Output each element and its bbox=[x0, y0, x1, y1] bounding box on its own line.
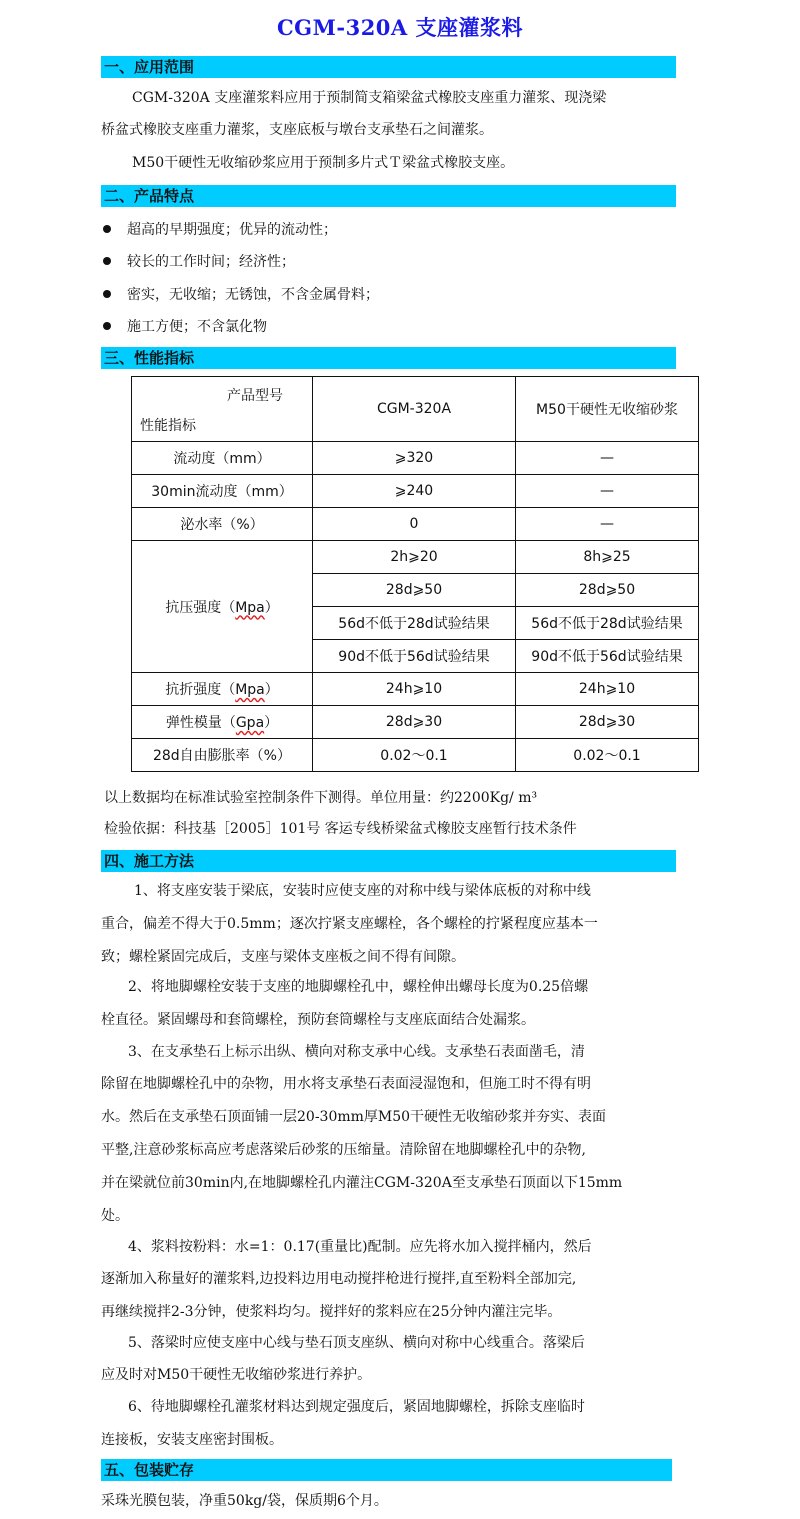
header-model-label: 产品型号 bbox=[227, 388, 283, 404]
header-col-a: CGM-320A bbox=[313, 377, 516, 442]
note-standard: 检验依据：科技基［2005］101号 客运专线桥梁盆式橡胶支座暂行技术条件 bbox=[104, 821, 577, 837]
cell-a: ⩾240 bbox=[313, 475, 516, 508]
method-step-5-cont: 应及时对M50干硬性无收缩砂浆进行养护。 bbox=[101, 1367, 372, 1383]
section-header-packaging: 五、包装贮存 bbox=[101, 1459, 672, 1481]
method-step-3-cont: 除留在地脚螺栓孔中的杂物，用水将支承垫石表面浸湿饱和，但施工时不得有明 水。然后在支承垫石顶面铺一层20-30mm厚M50干硬性无收缩砂浆并夯实、表面 平整,注意砂浆标高应考虑落梁后砂浆的压缩量。清除留在地脚螺栓孔中的杂物, 并在梁就位前30min内,在地脚螺栓孔内灌注CGM-320A至支承垫石顶面以下15mm 处。 bbox=[101, 1076, 623, 1224]
cell-b: — bbox=[516, 508, 699, 541]
row-label-compressive: 抗压强度（Mpa） bbox=[132, 541, 313, 673]
feature-item: 密实，无收缩；无锈蚀，不含金属骨料； bbox=[103, 284, 379, 306]
cell-b: 90d不低于56d试验结果 bbox=[516, 640, 699, 673]
bullet-icon bbox=[103, 225, 111, 233]
header-col-b: M50干硬性无收缩砂浆 bbox=[516, 377, 699, 442]
page-title: CGM-320A 支座灌浆料 bbox=[276, 15, 524, 40]
feature-item: 较长的工作时间；经济性； bbox=[103, 251, 295, 273]
row-label-flexural: 抗折强度（Mpa） bbox=[132, 673, 313, 706]
table-row bbox=[132, 673, 699, 706]
cell-b: 56d不低于28d试验结果 bbox=[516, 607, 699, 640]
performance-table bbox=[131, 376, 699, 772]
table-row bbox=[132, 475, 699, 508]
section-header-method: 四、施工方法 bbox=[101, 850, 676, 872]
table-header-corner bbox=[132, 377, 313, 442]
text-line: 桥盆式橡胶支座重力灌浆，支座底板与墩台支承垫石之间灌浆。 bbox=[101, 122, 493, 138]
text-line: M50干硬性无收缩砂浆应用于预制多片式Ｔ梁盆式橡胶支座。 bbox=[132, 155, 515, 171]
method-step-4: 4、浆料按粉料：水=1：0.17(重量比)配制。应先将水加入搅拌桶内，然后 bbox=[128, 1239, 592, 1255]
row-label: 28d自由膨胀率（%） bbox=[132, 739, 313, 772]
cell-a: 0 bbox=[313, 508, 516, 541]
bullet-icon bbox=[103, 257, 111, 265]
cell-b: 28d⩾50 bbox=[516, 574, 699, 607]
row-label-elastic: 弹性模量（Gpa） bbox=[132, 706, 313, 739]
text-line: CGM-320A 支座灌浆料应用于预制简支箱梁盆式橡胶支座重力灌浆、现浇梁 bbox=[132, 90, 607, 106]
cell-a: 56d不低于28d试验结果 bbox=[313, 607, 516, 640]
cell-a: 90d不低于56d试验结果 bbox=[313, 640, 516, 673]
section-header-application: 一、应用范围 bbox=[101, 56, 676, 78]
cell-b: — bbox=[516, 475, 699, 508]
method-step-6-cont: 连接板，安装支座密封围板。 bbox=[101, 1432, 283, 1448]
table-row bbox=[132, 706, 699, 739]
cell-a: 24h⩾10 bbox=[313, 673, 516, 706]
feature-item: 施工方便；不含氯化物 bbox=[103, 316, 267, 338]
row-label: 泌水率（%） bbox=[132, 508, 313, 541]
note-conditions: 以上数据均在标准试验室控制条件下测得。单位用量：约2200Kg/ m³ bbox=[104, 790, 538, 806]
cell-a: 28d⩾50 bbox=[313, 574, 516, 607]
row-label: 30min流动度（mm） bbox=[132, 475, 313, 508]
table-header-row bbox=[132, 377, 699, 442]
method-step-5: 5、落梁时应使支座中心线与垫石顶支座纵、横向对称中心线重合。落梁后 bbox=[128, 1335, 585, 1351]
cell-a: 2h⩾20 bbox=[313, 541, 516, 574]
feature-item: 超高的早期强度；优异的流动性； bbox=[103, 219, 337, 241]
bullet-icon bbox=[103, 290, 111, 298]
packaging-text: 采珠光膜包装，净重50kg/袋，保质期6个月。 bbox=[101, 1493, 388, 1509]
method-step-4-cont: 逐渐加入称量好的灌浆料,边投料边用电动搅拌枪进行搅拌,直至粉料全部加完, 再继续搅拌2-3分钟，使浆料均匀。搅拌好的浆料应在25分钟内灌注完毕。 bbox=[101, 1271, 577, 1320]
table-row bbox=[132, 739, 699, 772]
cell-b: 24h⩾10 bbox=[516, 673, 699, 706]
cell-b: — bbox=[516, 442, 699, 475]
application-paragraph-2 bbox=[132, 147, 514, 180]
cell-b: 8h⩾25 bbox=[516, 541, 699, 574]
method-step-1: 1、将支座安装于梁底，安装时应使支座的对称中线与梁体底板的对称中线 bbox=[134, 883, 591, 899]
application-paragraph-1 bbox=[132, 82, 606, 115]
method-step-2: 2、将地脚螺栓安装于支座的地脚螺栓孔中，螺栓伸出螺母长度为0.25倍螺 bbox=[128, 979, 589, 995]
section-header-features: 二、产品特点 bbox=[101, 185, 676, 207]
method-step-3: 3、在支承垫石上标示出纵、横向对称支承中心线。支承垫石表面凿毛，清 bbox=[128, 1044, 585, 1060]
bullet-icon bbox=[103, 322, 111, 330]
method-step-6: 6、待地脚螺栓孔灌浆材料达到规定强度后，紧固地脚螺栓，拆除支座临时 bbox=[128, 1399, 585, 1415]
cell-b: 0.02～0.1 bbox=[516, 739, 699, 772]
table-row bbox=[132, 541, 699, 574]
cell-a: 0.02～0.1 bbox=[313, 739, 516, 772]
row-label: 流动度（mm） bbox=[132, 442, 313, 475]
table-row bbox=[132, 442, 699, 475]
table-row bbox=[132, 508, 699, 541]
method-step-1-cont: 重合，偏差不得大于0.5mm；逐次拧紧支座螺栓，各个螺栓的拧紧程度应基本一 致；螺栓紧固完成后，支座与梁体支座板之间不得有间隙。 bbox=[101, 916, 598, 965]
cell-b: 28d⩾30 bbox=[516, 706, 699, 739]
section-header-performance: 三、性能指标 bbox=[101, 347, 676, 369]
application-paragraph-1-cont bbox=[101, 114, 493, 147]
cell-a: ⩾320 bbox=[313, 442, 516, 475]
cell-a: 28d⩾30 bbox=[313, 706, 516, 739]
header-index-label: 性能指标 bbox=[140, 418, 196, 434]
method-step-2-cont: 栓直径。紧固螺母和套筒螺栓，预防套筒螺栓与支座底面结合处漏浆。 bbox=[101, 1012, 535, 1028]
